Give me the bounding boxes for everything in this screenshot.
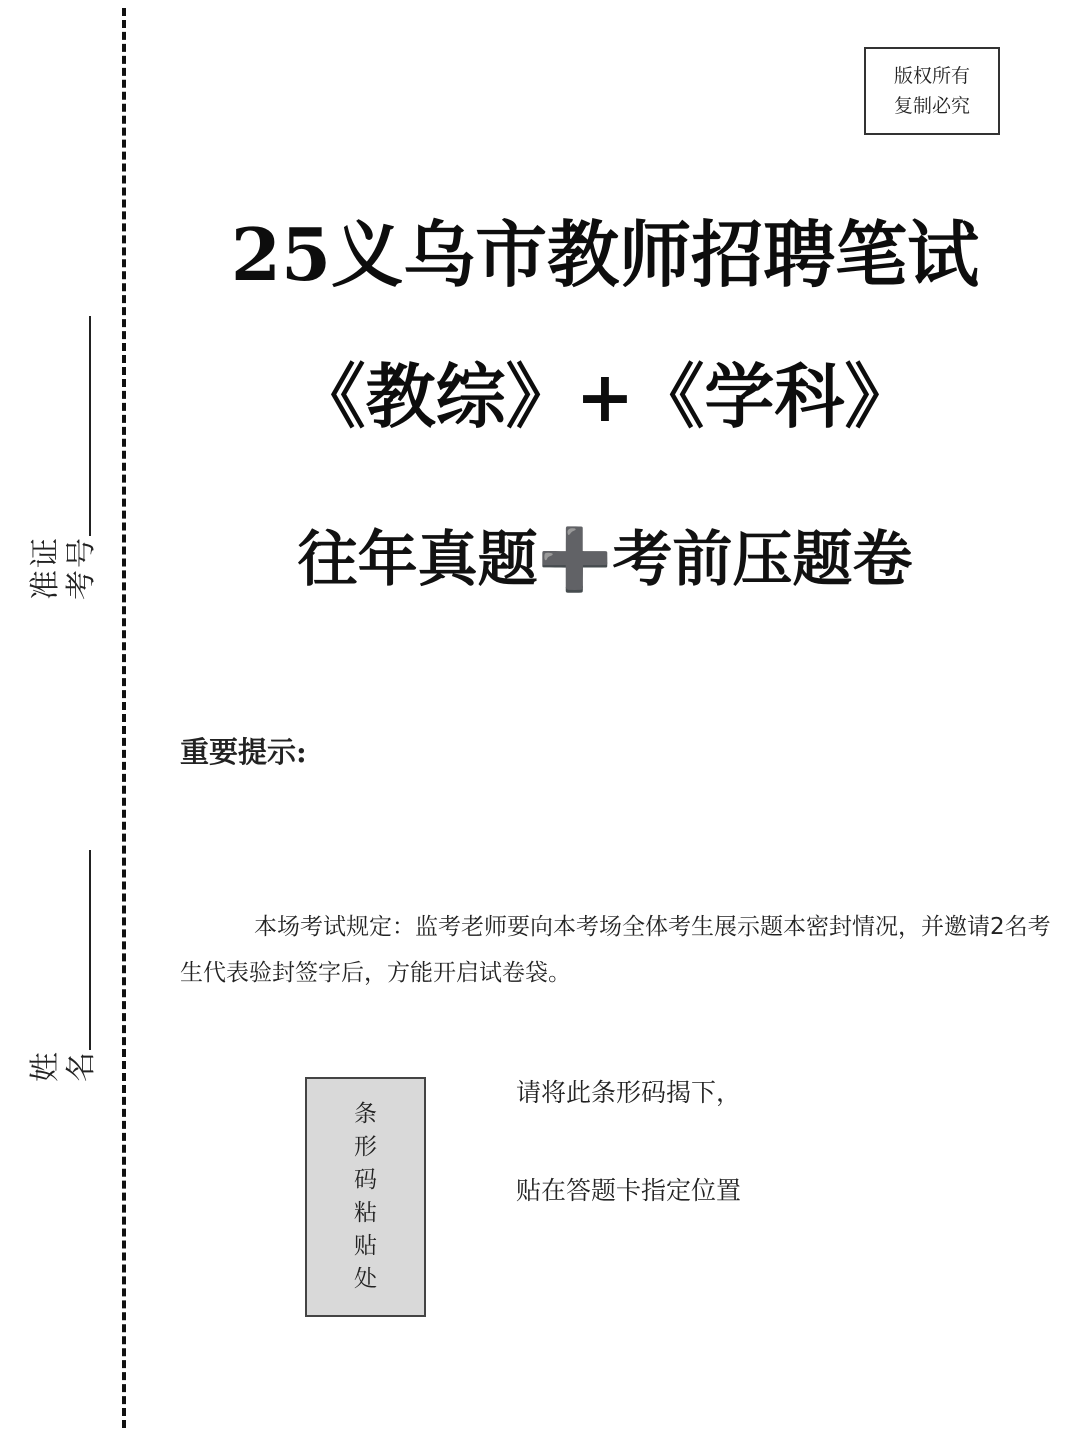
- barcode-char: 贴: [354, 1233, 377, 1259]
- name-label-line2: 名: [64, 1050, 99, 1082]
- barcode-paste-area: [305, 1077, 426, 1317]
- page-subtitle: 《教综》+《学科》: [295, 355, 915, 438]
- notice-heading: 重要提示:: [180, 735, 307, 769]
- barcode-char: 粘: [354, 1200, 377, 1226]
- barcode-instruction-line1: 请将此条形码揭下，: [516, 1078, 742, 1107]
- admission-number-blank[interactable]: [85, 316, 91, 536]
- name-label-line1: 姓: [28, 1050, 63, 1082]
- tagline-left: 往年真题: [297, 525, 538, 595]
- page-tagline: [140, 522, 1070, 598]
- barcode-char: 码: [354, 1167, 377, 1193]
- barcode-instruction-line2: 贴在答题卡指定位置: [516, 1176, 742, 1205]
- copyright-stamp: [864, 47, 1000, 135]
- copyright-line1: 版权所有: [893, 65, 970, 87]
- candidate-name-blank[interactable]: [85, 850, 91, 1050]
- plus-icon: ➕: [537, 525, 613, 595]
- admission-label-line1: 准证: [28, 536, 63, 600]
- notice-body: 本场考试规定：监考老师要向本考场全体考生展示题本密封情况，并邀请2名考生代表验封签字后，方能开启试卷袋。: [180, 914, 1051, 986]
- copyright-line2: 复制必究: [893, 95, 970, 117]
- binding-cut-line: [122, 8, 126, 1428]
- page-title: 25义乌市教师招聘笔试: [230, 212, 980, 297]
- tagline-right: 考前压题卷: [612, 525, 913, 595]
- admission-label-line2: 考号: [64, 536, 99, 600]
- barcode-char: 处: [354, 1266, 377, 1292]
- barcode-char: 条: [354, 1101, 377, 1127]
- barcode-char: 形: [354, 1134, 377, 1160]
- admission-number-field: [28, 316, 100, 600]
- candidate-name-field: [28, 850, 100, 1082]
